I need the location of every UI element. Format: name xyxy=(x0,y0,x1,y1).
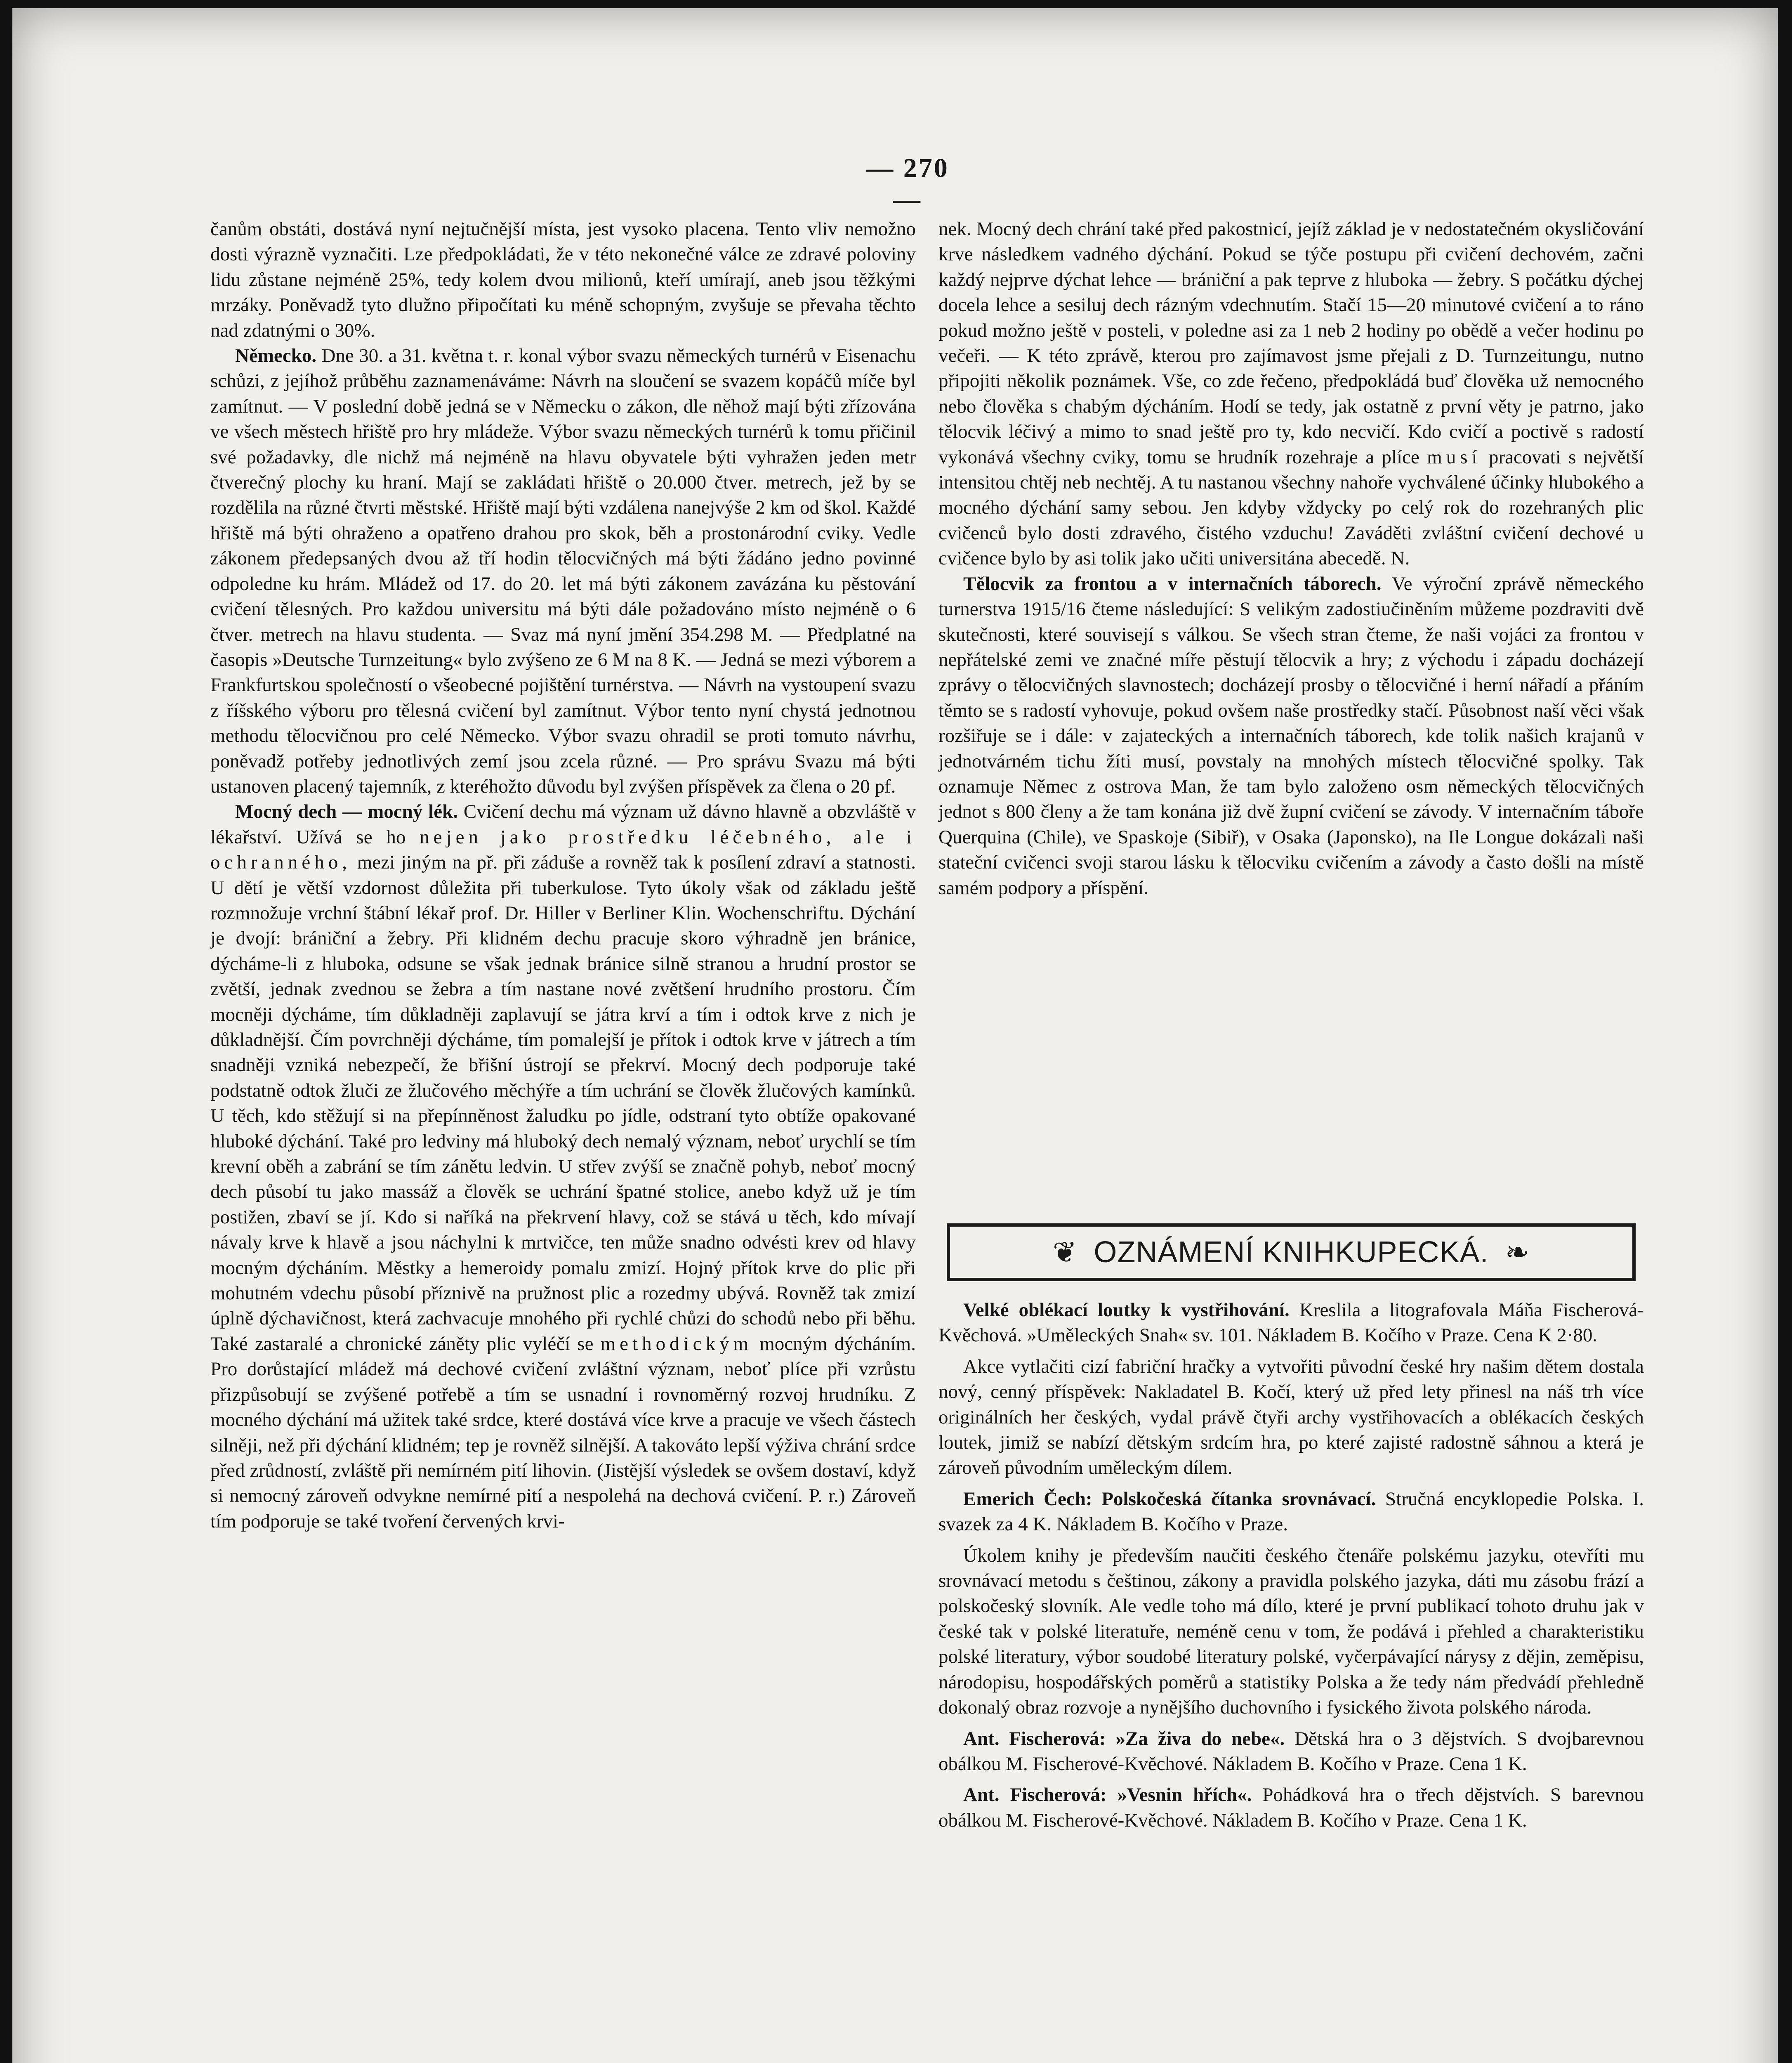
paragraph-text: mezi jiným na př. při záduše a rovněž tak k posílení zdraví a statnosti. U dětí je větší vzdornost důležita při tuberkulose. Tyto úkoly však od základu ještě rozmnožuje vrchní štábní lékař prof. Dr. Hiller v Berliner Klin. Wochenschriftu. Dýchání je dvojí: brániční a žebry. Při klidném dechu pracuje skoro výhradně jen bránice, dýcháme-li z hluboka, odsune se však jednak bránice silně stranou a hrudní prostor se zvětší, jednak zvednou se žebra a tím nastane nové zvětšení hrudního prostoru. Čím mocněji dýcháme, tím důkladněji zaplavují se játra krví a tím i odtok krve z nich je důkladnější. Čím povrchněji dýcháme, tím pomalejší je přítok i odtok krve v játrech a tím snadněji vzniká nebezpečí, že břišní ústrojí se překrví. Mocný dech podporuje také podstatně odtok žluči ze žlučového měchýře a tím uchrání se člověk žlučových kamínků. U těch, kdo stěžují si na přepínněnost žaludku po jídle, odstraní tyto obtíže opakované hluboké dýchání. Také pro ledviny má hluboký dech nemalý význam, neboť urychlí se tím krevní oběh a zabrání se tím zánětu ledvin. U střev zvýší se značně pohyb, neboť mocný dech působí tu jako massáž a člověk se uchrání špatné stolice, anebo když už je tím postižen, zbaví se jí. Kdo si naříká na překrvení hlavy, což se stává u těch, kdo mívají návaly krve k hlavě a jsou náchylni k mrtvičce, ten může snadno odvésti krev od hlavy mocným dýcháním. Městky a hemeroidy pomalu zmizí. Hojný přítok krve do plic při mohutném vdechu působí příznivě na pružnost plic a rozedmy ubývá. Rovněž tak zmizí úplně dýchavičnost, která zachvacuje mnohého při rychlé chůzi do schodů nebo při běhu. Také zastaralé a chronické záněty plic vyléčí se xyxy=(210,852,916,1355)
paragraph-text: Dne 30. a 31. května t. r. konal výbor svazu německých turnérů v Eisenachu schůzi, z jejíhož průběhu zaznamenáváme: Návrh na sloučení se svazem kopáčů míče byl zamítnut. — V poslední době jedná se v Německu o zákon, dle něhož mají býti zřízována ve všech městech hřiště pro hry mládeže. Výbor svazu německých turnérů k tomu přičinil své požadavky, dle nichž má nejméně na hlavu obyvatele býti vyhražen jeden metr čtverečný plochy ku hraní. Mají se zakládati hřiště o 20.000 čtver. metrech, jež by se rozdělila na různé čtvrti městské. Hřiště mají býti vzdálena nanejvýše 2 km od škol. Každé hřiště má býti ohraženo a opatřeno drahou pro skok, běh a prostonárodní cviky. Vedle zákonem předepsaných dvou až tří hodin tělocvičných má býti žádáno jedno povinné odpoledne ku hrám. Mládež od 17. do 20. let má býti zákonem zavázána ku pěstování cvičení tělesných. Pro každou universitu má býti dále požadováno místo nejméně o 6 čtver. metrech na hlavu studenta. — Svaz má nyní jmění 354.298 M. — Předplatné na časopis »Deutsche Turnzeitung« bylo zvýšeno ze 6 M na 8 K. — Jedná se mezi výborem a Frankfurtskou společností o všeobecné pojištění turnérstva. — Návrh na vystoupení svazu z říšského výboru pro tělesná cvičení byl zamítnut. Výbor tento nyní chystá jednotnou methodu tělocvičnou pro celé Německo. Výbor svazu ohradil se proti tomuto návrhu, poněvadž potřeby jednotlivých zemí jsou zcela různé. — Pro správu Svazu má býti ustanoven placený tajemník, z kteréhožto důvodu byl zvýšen příspěvek za člena o 20 pf. xyxy=(210,345,916,797)
notice-text: Akce vytlačiti cizí fabriční hračky a vytvořiti původní české hry našim dětem dostala nový, cenný příspěvek: Nakladatel B. Kočí, který už před lety přinesl na náš trh více originálních her českých, vydal právě čtyři archy vystřihovacích a oblékacích českých loutek, jimiž se nabízí dětským srdcím hra, po které zajisté radostně sáhnou a která je zároveň původním uměleckým dílem. xyxy=(938,1355,1644,1479)
notice-item xyxy=(938,1726,1644,1777)
notice-text: Stručná encyklopedie Polska. I. svazek za 4 K. Nákladem B. Kočího v Praze. xyxy=(938,1488,1644,1535)
paragraph-heading: Tělocvik za frontou a v internačních táborech. xyxy=(963,573,1382,595)
section-banner xyxy=(947,1223,1636,1281)
ornament-left-icon: ❦ xyxy=(1052,1236,1078,1268)
notice-item xyxy=(938,1782,1644,1833)
paragraph-telocvik-za-frontou xyxy=(938,571,1644,901)
scanned-page xyxy=(12,8,1778,2063)
notice-text: Kreslila a litografovala Máňa Fischerová-Kvěchová. »Uměleckých Snah« sv. 101. Nákladem B. Kočího v Praze. Cena K 2·80. xyxy=(938,1299,1644,1346)
notice-title: Ant. Fischerová: »Za živa do nebe«. xyxy=(963,1728,1285,1749)
paragraph-text: nek. Mocný dech chrání také před pakostnicí, jejíž základ je v nedostatečném okysličování krve následkem vadného dýchání. Pokud se týče postupu při cvičení dechovém, začni každý nejprve dýchat lehce — brániční a pak teprve z hluboka — žebry. S počátku dýchej docela lehce a sesiluj dech rázným vdechnutím. Stačí 15—20 minutové cvičení a to ráno pokud možno ještě v posteli, v poledne asi za 1 neb 2 hodiny po obědě a večer hodinu po večeři. — K této zprávě, kterou pro zajímavost jsme přejali z D. Turnzeitungu, nutno připojiti několik poznámek. Vše, co zde řečeno, předpokládá buď člověka už nemocného nebo člověka s chabým dýcháním. Hodí se tedy, jak ostatně z první věty je patrno, jako tělocvik léčivý a mimo to snad ještě pro ty, kdo necvičí. Kdo cvičí a poctivě s radostí vykonává všechny cviky, tomu se hrudník rozehraje a plíce xyxy=(938,218,1644,468)
spaced-emphasis: musí xyxy=(1427,446,1481,468)
paragraph-mocny-dech xyxy=(210,799,916,1534)
right-column xyxy=(938,217,1644,901)
notice-title: Velké oblékací loutky k vystřihování. xyxy=(963,1299,1290,1321)
notice-item xyxy=(938,1543,1644,1721)
paragraph-heading: Mocný dech — mocný lék. xyxy=(235,801,458,823)
spaced-emphasis: nejen jako prostředku léčebného, ale i ochranného, xyxy=(210,826,916,873)
notice-item xyxy=(938,1354,1644,1481)
notice-title: Ant. Fischerová: »Vesnin hřích«. xyxy=(963,1784,1252,1806)
paragraph-nemecko xyxy=(210,343,916,799)
notice-item xyxy=(938,1487,1644,1537)
notice-title: Emerich Čech: Polskočeská čítanka srovnávací. xyxy=(963,1488,1376,1510)
page-number: — 270 — xyxy=(866,153,949,215)
left-column xyxy=(210,217,916,1534)
paragraph-heading: Německo. xyxy=(235,345,317,367)
paragraph-text: mocným dýcháním. Pro dorůstající mládež má dechové cvičení zvláštní význam, neboť plíce při vzrůstu přizpůsobují se zvýšené potřebě a tím se usnadní i rovnoměrný rozvoj hrudníku. Z mocného dýchání má užitek také srdce, které dostává více krve a pracuje ve všech částech silněji, než při dýchání klidném; tep je rovněž silnější. A takováto lepší výživa chrání srdce před zrůdností, zvláště při nemírném pití lihovin. (Jistější výsledek se ovšem dostaví, když si nemocný zároveň odvykne nemírné pití a nespolehá na dechová cvičení. P. r.) Zároveň tím podporuje se také tvoření červených krvi- xyxy=(210,1333,916,1532)
paragraph-text: pracovati s největší intensitou chtěj neb nechtěj. A tu nastanou všechny nahoře vychválené účinky hlubokého a mocného dýchání samy sebou. Jen kdyby vždycky po celý rok do rozehraných plic cvičenců bylo dosti zdravého, čistého vzduchu! Zaváděti zvláštní cvičení dechové u cvičence bylo by asi tolik jako učiti universitána abecedě. N. xyxy=(938,446,1644,569)
paragraph-text: Ve výroční zprávě německého turnerstva 1915/16 čteme následující: S velikým zadostiučiněním můžeme pozdraviti dvě skutečnosti, které souvisejí s válkou. Se všech stran čteme, že naši vojáci za frontou v nepřátelské zemi ve značné míře pěstují tělocvik a hry; z východu i západu docházejí zprávy o tělocvičných slavnostech; docházejí prosby o tělocvičné i herní nářadí a přáním těmto se s radostí vyhovuje, pokud ovšem naše prostředky stačí. Působnost naší věci však rozšiřuje se i dále: v zajateckých a internačních táborech, kde tolik našich krajanů v jednotvárném tichu žíti musí, povstaly na mnohých místech tělocvičné spolky. Tak oznamuje Němec z ostrova Man, že tam bylo založeno osm německých tělocvičných jednot s 800 členy a že tam konána již dvě župní cvičení se závody. V internačním táboře Querquina (Chile), ve Spaskoje (Sibiř), v Osaka (Japonsko), na Ile Longue dokázali naši stateční cvičenci svoji starou lásku k tělocviku cvičením a závody a často došli na místě samém podpory a příspění. xyxy=(938,573,1644,899)
notice-text: Úkolem knihy je především naučiti českého čtenáře polskému jazyku, otevříti mu srovnávací metodu s češtinou, zákony a pravidla polského jazyka, dáti mu zásobu frází a polskočeský slovník. Ale vedle toho má dílo, které je první publikací tohoto druhu jak v české tak v polské literatuře, neméně cenu v tom, že podává i přehled a charakteristiku polské literatury, výbor soudobé literatury polské, vyčerpávající nárysy z dějin, zeměpisu, národopisu, hospodářských poměrů a statistiky Polska a že tedy nám předvádí přehledně dokonalý obraz rozvoje a nynějšího duchovního i fysického života polského národa. xyxy=(938,1544,1644,1718)
paragraph-intro: čanům obstáti, dostává nyní nejtučnější místa, jest vysoko placena. Tento vliv nemožno dosti výrazně vyznačiti. Lze předpokládati, že v této nekonečné válce ze zdravé poloviny lidu zůstane nejméně 25%, tedy kolem dvou milionů, kteří umírají, aneb jsou těžkými mrzáky. Poněvadž tyto dlužno připočítati ku méně schopným, zvyšuje se převaha těchto nad zdatnými o 30%. xyxy=(210,218,916,341)
ornament-right-icon: ❧ xyxy=(1505,1236,1530,1268)
banner-title: OZNÁMENÍ KNIHKUPECKÁ. xyxy=(1094,1236,1489,1269)
notice-item xyxy=(938,1298,1644,1348)
paragraph-continuation xyxy=(938,217,1644,571)
notice-text: Dětská hra o 3 dějstvích. S dvojbarevnou obálkou M. Fischerové-Kvěchové. Nákladem B. Kočího v Praze. Cena 1 K. xyxy=(938,1728,1644,1775)
paragraph-text: Cvičení dechu má význam už dávno hlavně a obzvláště v lékařství. Užívá se ho xyxy=(210,801,916,848)
notices-column xyxy=(938,1298,1644,1839)
spaced-emphasis: methodickým xyxy=(600,1333,753,1355)
notice-text: Pohádková hra o třech dějstvích. S barevnou obálkou M. Fischerové-Kvěchové. Nákladem B. Kočího v Praze. Cena 1 K. xyxy=(938,1784,1644,1831)
